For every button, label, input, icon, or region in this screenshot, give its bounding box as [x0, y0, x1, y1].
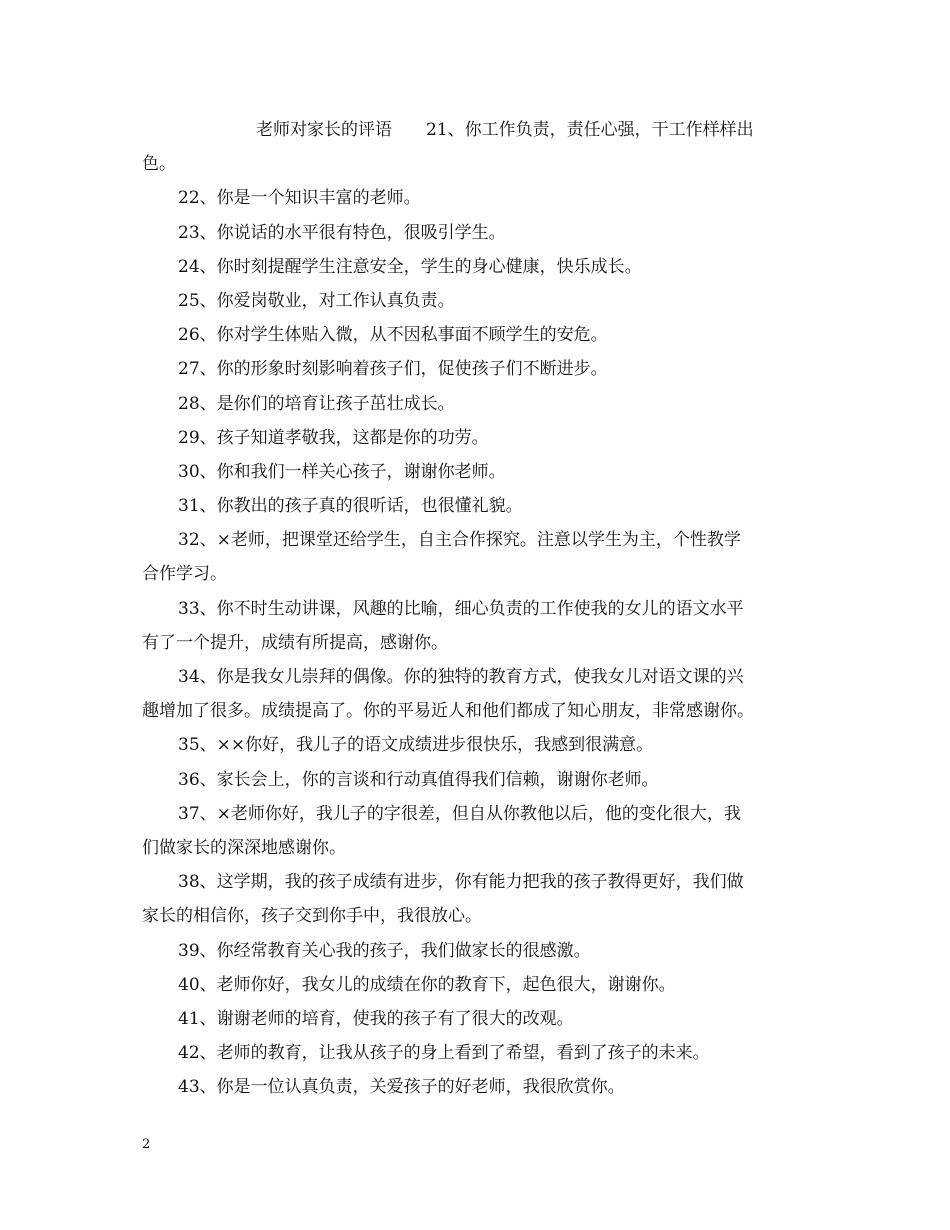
paragraph-line: 合作学习。 — [142, 564, 227, 585]
paragraph-line: 23、你说话的水平很有特色，很吸引学生。 — [178, 222, 506, 243]
paragraph-line: 39、你经常教育关心我的孩子，我们做家长的很感激。 — [178, 940, 591, 961]
paragraph-line: 41、谢谢老师的培育，使我的孩子有了很大的改观。 — [178, 1008, 574, 1029]
paragraph-line: 趣增加了很多。成绩提高了。你的平易近人和他们都成了知心朋友，非常感谢你。 — [142, 701, 754, 722]
paragraph-line: 38、这学期，我的孩子成绩有进步，你有能力把我的孩子教得更好，我们做 — [178, 872, 744, 893]
paragraph-line: 31、你教出的孩子真的很听话，也很懂礼貌。 — [178, 496, 523, 517]
paragraph-line: 29、孩子知道孝敬我，这都是你的功劳。 — [178, 427, 489, 448]
paragraph-line: 40、老师你好，我女儿的成绩在你的教育下，起色很大，谢谢你。 — [178, 974, 676, 995]
paragraph-line: 26、你对学生体贴入微，从不因私事面不顾学生的安危。 — [178, 325, 608, 346]
page-number: 2 — [142, 1137, 151, 1152]
document-title: 老师对家长的评语 — [256, 120, 392, 140]
paragraph-line: 35、××你好，我儿子的语文成绩进步很快乐，我感到很满意。 — [178, 735, 654, 756]
paragraph-line: 30、你和我们一样关心孩子，谢谢你老师。 — [178, 461, 506, 482]
paragraph-line: 们做家长的深深地感谢你。 — [142, 837, 346, 858]
paragraph-line: 28、是你们的培育让孩子茁壮成长。 — [178, 393, 455, 414]
paragraph-line: 32、×老师，把课堂还给学生，自主合作探究。注意以学生为主，个性教学 — [178, 530, 741, 551]
paragraph-line: 有了一个提升，成绩有所提高，感谢你。 — [142, 632, 448, 653]
paragraph-line: 36、家长会上，你的言谈和行动真值得我们信赖，谢谢你老师。 — [178, 769, 659, 790]
paragraph-line: 色。 — [142, 154, 176, 175]
paragraph-line: 25、你爱岗敬业，对工作认真负责。 — [178, 290, 455, 311]
paragraph-line: 21、你工作负责，责任心强，干工作样样出 — [426, 120, 754, 140]
document-body — [142, 113, 812, 1104]
paragraph-line: 37、×老师你好，我儿子的字很差，但自从你教他以后，他的变化很大，我 — [178, 803, 741, 824]
paragraph-line: 22、你是一个知识丰富的老师。 — [178, 188, 421, 209]
paragraph-line: 家长的相信你，孩子交到你手中，我很放心。 — [142, 906, 482, 927]
paragraph-line: 42、老师的教育，让我从孩子的身上看到了希望，看到了孩子的未来。 — [178, 1043, 710, 1064]
paragraph-line: 24、你时刻提醒学生注意安全，学生的身心健康，快乐成长。 — [178, 256, 642, 277]
title-line — [142, 113, 812, 147]
paragraph-line: 43、你是一位认真负责，关爱孩子的好老师，我很欣赏你。 — [178, 1077, 625, 1098]
paragraph-line: 34、你是我女儿崇拜的偶像。你的独特的教育方式，使我女儿对语文课的兴 — [178, 667, 744, 687]
paragraph-line: 33、你不时生动讲课，风趣的比喻，细心负责的工作使我的女儿的语文水平 — [178, 598, 744, 619]
paragraph-line: 27、你的形象时刻影响着孩子们，促使孩子们不断进步。 — [178, 359, 608, 380]
